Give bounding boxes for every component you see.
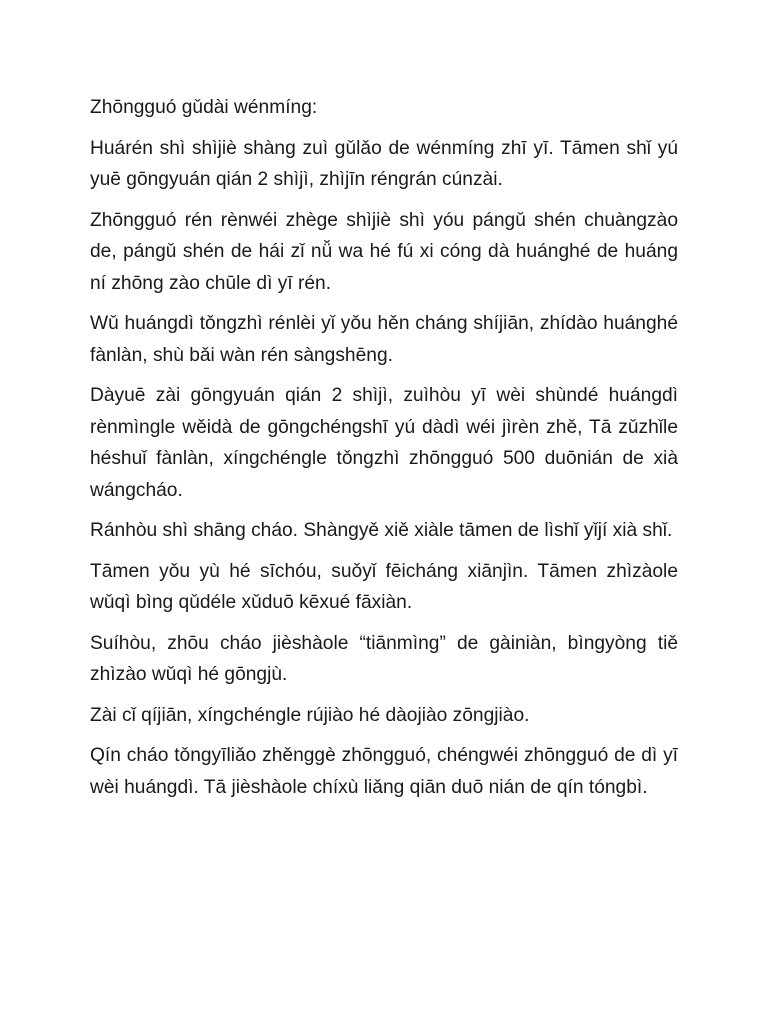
paragraph: Ránhòu shì shāng cháo. Shàngyě xiě xiàle tāmen de lìshǐ yǐjí xià shǐ. <box>90 520 673 541</box>
document-body <box>90 92 678 812</box>
paragraph: Suíhòu, zhōu cháo jièshàole “tiānmìng” de gàiniàn, bìngyòng tiě zhìzào wǔqì hé gōngjù. <box>90 632 678 685</box>
paragraph: Dàyuē zài gōngyuán qián 2 shìjì, zuìhòu yī wèi shùndé huángdì rènmìngle wěidà de gōngchéngshī yú dàdì wéi jìrèn zhě, Tā zǔzhǐle héshuǐ fànlàn, xíngchéngle tǒngzhì zhōngguó 500 duōnián de xià wángcháo. <box>90 385 678 501</box>
paragraph: Wǔ huángdì tǒngzhì rénlèi yǐ yǒu hěn cháng shíjiān, zhídào huánghé fànlàn, shù bǎi wàn rén sàngshēng. <box>90 313 678 366</box>
document-heading: Zhōngguó gǔdài wénmíng: <box>90 97 318 118</box>
paragraph: Zhōngguó rén rènwéi zhège shìjiè shì yóu pángǔ shén chuàngzào de, pángǔ shén de hái zǐ nǚ wa hé fú xi cóng dà huánghé de huáng ní zhōng zào chūle dì yī rén. <box>90 209 678 294</box>
paragraph: Qín cháo tǒngyīliǎo zhěnggè zhōngguó, chéngwéi zhōngguó de dì yī wèi huángdì. Tā jièshàole chíxù liǎng qiān duō nián de qín tóngbì. <box>90 745 678 798</box>
paragraph: Tāmen yǒu yù hé sīchóu, suǒyǐ fēicháng xiānjìn. Tāmen zhìzàole wǔqì bìng qǔdéle xǔduō kēxué fāxiàn. <box>90 560 678 613</box>
paragraph: Zài cǐ qíjiān, xíngchéngle rújiào hé dàojiào zōngjiào. <box>90 704 530 726</box>
paragraph: Huárén shì shìjiè shàng zuì gǔlǎo de wénmíng zhī yī. Tāmen shǐ yú yuē gōngyuán qián 2 shìjì, zhìjīn réngrán cúnzài. <box>90 137 678 190</box>
